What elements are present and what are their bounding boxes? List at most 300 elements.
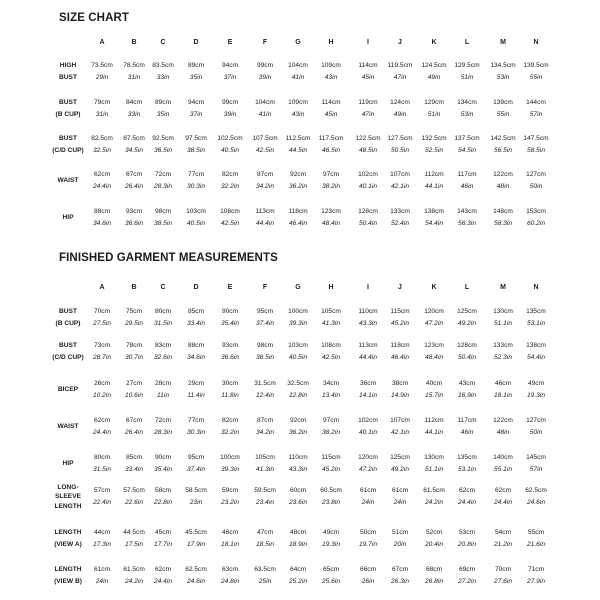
cell-in: 32.2in [221, 429, 239, 436]
cell-cm: 72cm [154, 417, 172, 424]
cell-cm: 34cm [322, 380, 340, 387]
cell-cm: 120cm [424, 308, 444, 315]
cell-cm: 73cm [93, 342, 111, 349]
cell-cm: 62.5cm [525, 487, 547, 494]
cell-in: 33.4in [187, 320, 205, 327]
cell-cm: 50cm [359, 529, 377, 536]
cell-in: 23.6in [289, 499, 307, 506]
row-label: (C/D CUP) [52, 354, 84, 361]
cell-in: 45in [361, 74, 375, 81]
cell-cm: 64cm [289, 566, 307, 573]
cell-in: 38.2in [322, 183, 340, 190]
cell-in: 31in [127, 74, 141, 81]
cell-in: 37.4in [256, 320, 274, 327]
cell-in: 55in [496, 111, 510, 118]
cell-cm: 61.5cm [123, 566, 145, 573]
cell-in: 31.5in [93, 466, 111, 473]
column-header: E [227, 284, 233, 291]
cell-in: 46.4in [391, 354, 409, 361]
cell-cm: 108cm [321, 342, 341, 349]
cell-in: 46in [460, 429, 474, 436]
cell-in: 49in [393, 111, 407, 118]
cell-cm: 119cm [358, 99, 378, 106]
cell-in: 44.5in [289, 147, 307, 154]
cell-cm: 82cm [221, 171, 239, 178]
cell-in: 34.2in [256, 429, 274, 436]
cell-in: 32.6in [154, 354, 172, 361]
cell-in: 30.3in [187, 183, 205, 190]
cell-in: 24.2in [425, 499, 443, 506]
cell-in: 26.4in [125, 183, 143, 190]
cell-in: 24in [361, 499, 375, 506]
column-header: B [131, 39, 137, 46]
cell-cm: 110cm [358, 308, 378, 315]
row-label: (C/D CUP) [52, 147, 84, 154]
cell-in: 42.5in [322, 354, 340, 361]
cell-cm: 70cm [93, 308, 111, 315]
cell-cm: 132.5cm [421, 135, 447, 142]
row-label: WAIST [57, 177, 79, 184]
cell-in: 46.4in [289, 220, 307, 227]
row-label: (B CUP) [55, 320, 81, 327]
cell-in: 43.3in [359, 320, 377, 327]
cell-cm: 139cm [493, 99, 513, 106]
cell-cm: 105cm [321, 308, 341, 315]
cell-cm: 138cm [526, 342, 546, 349]
cell-in: 53.1in [527, 320, 545, 327]
cell-cm: 71cm [527, 566, 545, 573]
cell-cm: 75cm [125, 308, 143, 315]
cell-in: 31in [95, 111, 109, 118]
cell-in: 24.4in [458, 499, 476, 506]
cell-in: 39.3in [289, 320, 307, 327]
column-header: A [99, 284, 105, 291]
cell-in: 11.4in [187, 392, 205, 399]
column-header: N [533, 284, 539, 291]
cell-cm: 120cm [358, 454, 378, 461]
cell-in: 45.2in [322, 466, 340, 473]
cell-in: 28.3in [154, 429, 172, 436]
cell-cm: 36cm [359, 380, 377, 387]
cell-in: 48in [496, 429, 510, 436]
cell-cm: 32.5cm [287, 380, 309, 387]
cell-in: 58.5in [527, 147, 545, 154]
cell-in: 29in [95, 74, 109, 81]
column-header: B [131, 284, 137, 291]
column-header: H [328, 284, 334, 291]
cell-cm: 45cm [154, 529, 172, 536]
cell-in: 41.3in [322, 320, 340, 327]
cell-cm: 124.5cm [421, 62, 447, 69]
cell-in: 47in [361, 111, 375, 118]
cell-cm: 87cm [256, 171, 274, 178]
finished-garment-title: FINISHED GARMENT MEASUREMENTS [59, 252, 278, 264]
cell-in: 44.1in [425, 183, 443, 190]
cell-cm: 68cm [425, 566, 443, 573]
cell-cm: 113cm [255, 208, 275, 215]
cell-in: 44.4in [359, 354, 377, 361]
cell-in: 39.3in [221, 466, 239, 473]
cell-cm: 114cm [358, 62, 378, 69]
cell-in: 51.1in [494, 320, 512, 327]
cell-in: 54.4in [527, 354, 545, 361]
cell-in: 15.7in [425, 392, 443, 399]
cell-in: 43in [324, 74, 338, 81]
cell-in: 33.4in [125, 466, 143, 473]
cell-cm: 125cm [390, 454, 410, 461]
cell-in: 37.4in [187, 466, 205, 473]
cell-cm: 62cm [458, 487, 476, 494]
cell-cm: 78.5cm [123, 62, 145, 69]
cell-cm: 110cm [288, 454, 308, 461]
cell-in: 50in [529, 429, 543, 436]
cell-in: 42.5in [221, 220, 239, 227]
cell-in: 24in [393, 499, 407, 506]
cell-cm: 61cm [391, 487, 409, 494]
cell-in: 29.5in [125, 320, 143, 327]
cell-in: 24.4in [154, 578, 172, 585]
cell-cm: 49cm [527, 380, 545, 387]
cell-cm: 104cm [255, 99, 275, 106]
cell-cm: 83cm [154, 342, 172, 349]
cell-in: 47.2in [359, 466, 377, 473]
cell-in: 18.5in [256, 541, 274, 548]
column-header: M [500, 39, 506, 46]
cell-cm: 138cm [424, 208, 444, 215]
cell-in: 56.3in [458, 220, 476, 227]
row-label: LONG- [57, 483, 79, 491]
cell-cm: 44.5cm [123, 529, 145, 536]
cell-in: 37in [189, 111, 203, 118]
cell-cm: 115cm [390, 308, 410, 315]
cell-cm: 99cm [256, 62, 274, 69]
cell-cm: 127.5cm [387, 135, 413, 142]
cell-in: 17.3in [93, 541, 111, 548]
cell-cm: 98cm [154, 208, 172, 215]
cell-in: 36.2in [289, 429, 307, 436]
cell-cm: 83.5cm [152, 62, 174, 69]
cell-cm: 61cm [93, 566, 111, 573]
cell-cm: 122cm [493, 417, 513, 424]
cell-in: 57in [529, 111, 543, 118]
cell-cm: 51cm [391, 529, 409, 536]
cell-cm: 134cm [457, 99, 477, 106]
cell-cm: 94cm [187, 99, 205, 106]
cell-cm: 109cm [321, 62, 341, 69]
cell-in: 35in [156, 111, 170, 118]
cell-in: 48in [496, 183, 510, 190]
cell-cm: 144cm [526, 99, 546, 106]
column-header: C [160, 284, 166, 291]
cell-cm: 61cm [359, 487, 377, 494]
cell-in: 45in [324, 111, 338, 118]
cell-in: 28.7in [93, 354, 111, 361]
cell-cm: 80cm [154, 308, 172, 315]
cell-cm: 57.5cm [123, 487, 145, 494]
cell-in: 25.6in [322, 578, 340, 585]
cell-cm: 117.5cm [318, 135, 344, 142]
cell-in: 19.7in [359, 541, 377, 548]
cell-cm: 97cm [322, 417, 340, 424]
cell-in: 26.8in [425, 578, 443, 585]
cell-in: 49in [427, 74, 441, 81]
cell-in: 47in [393, 74, 407, 81]
cell-cm: 129cm [424, 99, 444, 106]
column-header: K [431, 284, 437, 291]
cell-cm: 145cm [526, 454, 546, 461]
cell-cm: 139.5cm [523, 62, 549, 69]
column-header: L [464, 284, 470, 291]
cell-cm: 102cm [358, 417, 378, 424]
cell-cm: 84cm [125, 99, 143, 106]
cell-cm: 89cm [187, 62, 205, 69]
cell-in: 52.5in [425, 147, 443, 154]
cell-cm: 92cm [289, 171, 307, 178]
cell-cm: 88cm [93, 208, 111, 215]
cell-cm: 102cm [358, 171, 378, 178]
row-label: WAIST [57, 423, 79, 430]
cell-cm: 67cm [391, 566, 409, 573]
cell-in: 32.5in [93, 147, 111, 154]
row-label: BUST [59, 99, 77, 106]
cell-in: 24.6in [527, 499, 545, 506]
cell-in: 21.6in [527, 541, 545, 548]
cell-in: 42.1in [391, 183, 409, 190]
cell-in: 38.5in [187, 147, 205, 154]
cell-cm: 140cm [493, 454, 513, 461]
cell-in: 53in [460, 111, 474, 118]
row-label: HIP [62, 214, 74, 221]
cell-cm: 47cm [256, 529, 274, 536]
cell-cm: 89cm [154, 99, 172, 106]
cell-cm: 30cm [221, 380, 239, 387]
cell-in: 34.2in [256, 183, 274, 190]
cell-in: 33in [127, 111, 141, 118]
cell-cm: 127cm [526, 171, 546, 178]
cell-cm: 102.5cm [217, 135, 243, 142]
cell-in: 53in [496, 74, 510, 81]
cell-in: 39in [258, 74, 272, 81]
cell-cm: 87cm [256, 417, 274, 424]
cell-in: 27.9in [527, 578, 545, 585]
cell-cm: 125cm [457, 308, 477, 315]
cell-in: 22.4in [93, 499, 111, 506]
cell-cm: 128cm [457, 342, 477, 349]
cell-in: 22.8in [154, 499, 172, 506]
cell-in: 36.5in [154, 147, 172, 154]
cell-cm: 122cm [493, 171, 513, 178]
column-header: G [295, 39, 301, 46]
column-header: F [262, 39, 268, 46]
cell-in: 38.5in [154, 220, 172, 227]
cell-in: 55in [529, 74, 543, 81]
cell-in: 43in [291, 111, 305, 118]
cell-in: 31.5in [154, 320, 172, 327]
cell-in: 38.2in [322, 429, 340, 436]
cell-cm: 92cm [289, 417, 307, 424]
cell-cm: 59.5cm [254, 487, 276, 494]
column-header: N [533, 39, 539, 46]
cell-cm: 28cm [154, 380, 172, 387]
cell-in: 39in [223, 111, 237, 118]
cell-cm: 95cm [187, 454, 205, 461]
cell-in: 27.5in [93, 320, 111, 327]
cell-in: 46.5in [322, 147, 340, 154]
cell-cm: 109cm [288, 99, 308, 106]
cell-cm: 112cm [424, 171, 444, 178]
column-header: M [500, 284, 506, 291]
cell-cm: 79cm [93, 99, 111, 106]
cell-cm: 72cm [154, 171, 172, 178]
row-label: BUST [59, 74, 77, 81]
cell-in: 36.2in [289, 183, 307, 190]
cell-in: 19.3in [322, 541, 340, 548]
column-header: I [367, 284, 369, 291]
column-header: D [193, 39, 199, 46]
cell-in: 42.5in [256, 147, 274, 154]
cell-in: 18.1in [221, 541, 239, 548]
cell-cm: 27cm [125, 380, 143, 387]
cell-in: 17.9in [187, 541, 205, 548]
cell-cm: 46cm [221, 529, 239, 536]
cell-in: 52.3in [494, 354, 512, 361]
cell-cm: 65cm [322, 566, 340, 573]
cell-cm: 107cm [390, 171, 410, 178]
cell-cm: 78cm [125, 342, 143, 349]
cell-cm: 100cm [288, 308, 308, 315]
cell-in: 11in [157, 392, 169, 399]
cell-in: 23.2in [221, 499, 239, 506]
cell-cm: 54cm [494, 529, 512, 536]
cell-in: 24.4in [93, 183, 111, 190]
cell-cm: 59cm [221, 487, 239, 494]
cell-in: 47.2in [425, 320, 443, 327]
cell-in: 24in [95, 578, 109, 585]
cell-cm: 97cm [322, 171, 340, 178]
cell-cm: 62cm [154, 566, 172, 573]
cell-in: 21.2in [494, 541, 512, 548]
column-header: D [193, 284, 199, 291]
cell-in: 35.4in [154, 466, 172, 473]
cell-in: 34.6in [187, 354, 205, 361]
cell-in: 14.1in [359, 392, 377, 399]
cell-in: 30.3in [187, 429, 205, 436]
column-header: K [431, 39, 437, 46]
cell-cm: 45.5cm [185, 529, 207, 536]
cell-cm: 148cm [493, 208, 513, 215]
cell-in: 48.5in [359, 147, 377, 154]
size-chart-title: SIZE CHART [59, 12, 129, 24]
row-label: (VIEW A) [54, 541, 82, 548]
cell-in: 38.5in [256, 354, 274, 361]
row-label: BUST [59, 342, 77, 349]
cell-cm: 85cm [125, 454, 143, 461]
cell-cm: 108cm [220, 208, 240, 215]
cell-cm: 40cm [425, 380, 443, 387]
cell-cm: 112.5cm [285, 135, 311, 142]
cell-cm: 143cm [457, 208, 477, 215]
cell-cm: 133cm [390, 208, 410, 215]
cell-in: 26.4in [125, 429, 143, 436]
cell-in: 10.6in [125, 392, 143, 399]
cell-cm: 80cm [93, 454, 111, 461]
cell-cm: 62cm [93, 171, 111, 178]
cell-in: 50in [529, 183, 543, 190]
cell-in: 35in [189, 74, 203, 81]
cell-cm: 90cm [221, 308, 239, 315]
cell-cm: 118cm [390, 342, 410, 349]
cell-cm: 123cm [424, 342, 444, 349]
cell-in: 23.4in [256, 499, 274, 506]
cell-in: 36.6in [221, 354, 239, 361]
cell-in: 16.9in [458, 392, 476, 399]
cell-in: 27.2in [458, 578, 476, 585]
row-label: LENGTH [54, 566, 82, 573]
cell-in: 41.3in [256, 466, 274, 473]
cell-in: 35.4in [221, 320, 239, 327]
cell-cm: 129.5cm [454, 62, 480, 69]
cell-in: 42.1in [391, 429, 409, 436]
cell-in: 10.2in [93, 392, 111, 399]
cell-in: 19.3in [527, 392, 545, 399]
cell-cm: 115cm [321, 454, 341, 461]
cell-cm: 57cm [93, 487, 111, 494]
cell-cm: 117cm [457, 417, 477, 424]
cell-in: 43.3in [289, 466, 307, 473]
cell-in: 14.9in [391, 392, 409, 399]
cell-in: 50.4in [458, 354, 476, 361]
cell-in: 54.4in [425, 220, 443, 227]
cell-cm: 130cm [424, 454, 444, 461]
cell-cm: 153cm [526, 208, 546, 215]
cell-cm: 62.5cm [185, 566, 207, 573]
row-label: BICEP [57, 386, 79, 393]
cell-in: 49.2in [391, 466, 409, 473]
cell-in: 53.1in [458, 466, 476, 473]
cell-in: 12.4in [256, 392, 274, 399]
cell-cm: 103cm [186, 208, 206, 215]
cell-cm: 29cm [187, 380, 205, 387]
cell-in: 40.1in [359, 429, 377, 436]
cell-in: 40.5in [187, 220, 205, 227]
cell-in: 24.8in [221, 578, 239, 585]
cell-cm: 104cm [288, 62, 308, 69]
cell-cm: 26cm [93, 380, 111, 387]
cell-cm: 135cm [457, 454, 477, 461]
cell-cm: 128cm [358, 208, 378, 215]
column-header: E [227, 39, 233, 46]
column-header: F [262, 284, 268, 291]
cell-cm: 93cm [125, 208, 143, 215]
cell-cm: 43cm [458, 380, 476, 387]
row-label: (VIEW B) [54, 578, 82, 585]
cell-cm: 117cm [457, 171, 477, 178]
row-label: BUST [59, 308, 77, 315]
cell-cm: 134.5cm [490, 62, 516, 69]
cell-in: 51in [427, 111, 441, 118]
row-label: LENGTH [54, 529, 82, 536]
cell-in: 17.7in [154, 541, 172, 548]
cell-in: 50.4in [359, 220, 377, 227]
cell-in: 45.2in [391, 320, 409, 327]
cell-cm: 87.5cm [123, 135, 145, 142]
column-header: H [328, 39, 334, 46]
cell-cm: 142.5cm [490, 135, 516, 142]
cell-cm: 88cm [187, 342, 205, 349]
cell-in: 18.1in [494, 392, 512, 399]
cell-in: 40.5in [221, 147, 239, 154]
cell-cm: 112cm [424, 417, 444, 424]
